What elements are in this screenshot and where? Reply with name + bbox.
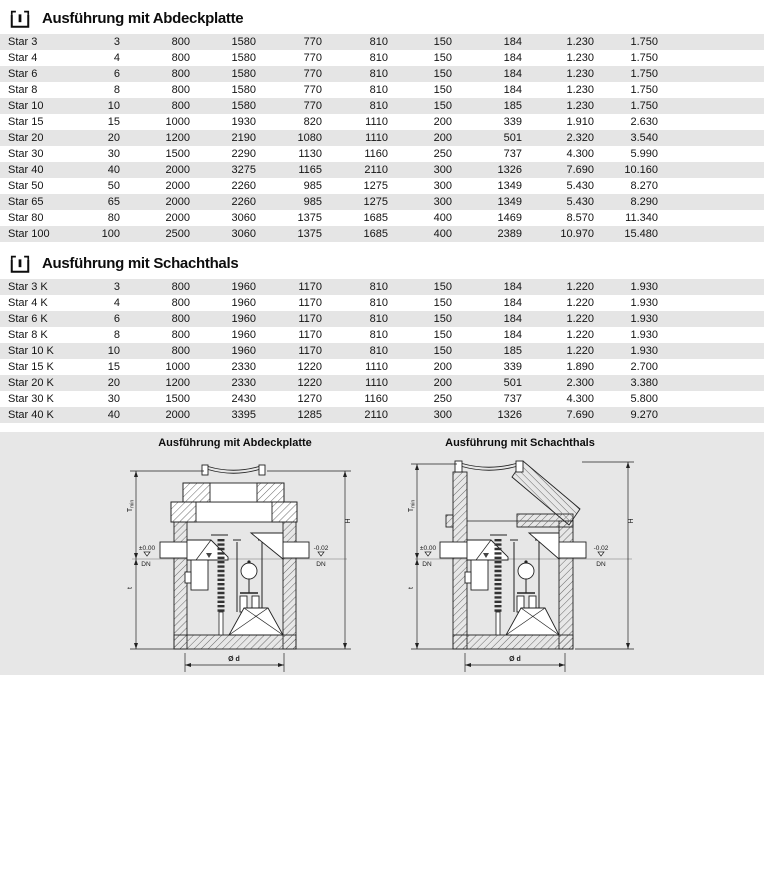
- value-cell: 1.220: [566, 329, 594, 341]
- value-cell: 810: [369, 52, 388, 64]
- value-cell: 810: [369, 313, 388, 325]
- model-name-cell: Star 8: [8, 84, 38, 96]
- value-cell: 30: [107, 393, 120, 405]
- filler-cell: [658, 130, 764, 146]
- value-cell: 150: [433, 345, 452, 357]
- value-cell: 1165: [298, 164, 322, 176]
- value-cell: 1200: [165, 377, 190, 389]
- value-cell: 810: [369, 345, 388, 357]
- section-title: Ausführung mit Schachthals: [42, 255, 239, 272]
- value-cell: 1080: [297, 132, 322, 144]
- value-cell: 1.220: [566, 313, 594, 325]
- value-cell: 200: [433, 361, 452, 373]
- table-row: [0, 391, 764, 407]
- value-cell: 184: [503, 84, 522, 96]
- model-name-cell: Star 6: [8, 68, 38, 80]
- value-cell: 10: [107, 100, 120, 112]
- value-cell: 810: [369, 36, 388, 48]
- value-cell: 1.220: [566, 297, 594, 309]
- t-dimension-label: t: [127, 587, 134, 589]
- value-cell: 250: [433, 393, 452, 405]
- value-cell: 339: [503, 361, 522, 373]
- inlet-dn-label: DN: [141, 561, 151, 568]
- value-cell: 2260: [231, 180, 256, 192]
- model-name-cell: Star 4 K: [8, 297, 48, 309]
- section-header-abdeckplatte: [9, 0, 764, 29]
- filler-cell: [658, 375, 764, 391]
- value-cell: 184: [503, 52, 522, 64]
- table-row: [0, 327, 764, 343]
- value-cell: 2190: [231, 132, 256, 144]
- value-cell: 810: [369, 100, 388, 112]
- value-cell: 810: [369, 281, 388, 293]
- value-cell: 8.270: [630, 180, 658, 192]
- value-cell: 2000: [165, 164, 190, 176]
- value-cell: 1500: [165, 393, 190, 405]
- value-cell: 1349: [497, 196, 522, 208]
- filler-cell: [658, 114, 764, 130]
- value-cell: 2000: [165, 180, 190, 192]
- tank-icon: [9, 253, 31, 274]
- model-name-cell: Star 40 K: [8, 409, 54, 421]
- value-cell: 1.930: [630, 281, 658, 293]
- value-cell: 1375: [297, 212, 322, 224]
- filler-cell: [658, 391, 764, 407]
- t-dimension-label: t: [408, 587, 415, 589]
- table-row: [0, 114, 764, 130]
- value-cell: 185: [503, 345, 522, 357]
- value-cell: 150: [433, 36, 452, 48]
- value-cell: 200: [433, 377, 452, 389]
- filler-cell: [658, 226, 764, 242]
- model-name-cell: Star 100: [8, 228, 50, 240]
- value-cell: 2.320: [566, 132, 594, 144]
- value-cell: 184: [503, 281, 522, 293]
- schachthals-table: [0, 279, 764, 423]
- inlet-level-label: ±0.00: [138, 545, 156, 552]
- value-cell: 1110: [365, 377, 388, 389]
- value-cell: 1960: [231, 281, 256, 293]
- model-name-cell: Star 30: [8, 148, 44, 160]
- filler-cell: [658, 194, 764, 210]
- model-name-cell: Star 50: [8, 180, 44, 192]
- value-cell: 1220: [297, 377, 322, 389]
- value-cell: 150: [433, 297, 452, 309]
- value-cell: 20: [107, 377, 120, 389]
- model-name-cell: Star 4: [8, 52, 38, 64]
- value-cell: 800: [171, 313, 190, 325]
- outlet-dn-label: DN: [596, 561, 606, 568]
- filler-cell: [658, 146, 764, 162]
- value-cell: 3395: [231, 409, 256, 421]
- value-cell: 770: [303, 36, 322, 48]
- value-cell: 10.970: [560, 228, 594, 240]
- value-cell: 1170: [298, 329, 322, 341]
- inlet-level-label: ±0.00: [419, 545, 437, 552]
- value-cell: 1.750: [630, 100, 658, 112]
- value-cell: 810: [369, 297, 388, 309]
- value-cell: 2500: [165, 228, 190, 240]
- filler-cell: [658, 343, 764, 359]
- value-cell: 1960: [231, 329, 256, 341]
- value-cell: 30: [107, 148, 120, 160]
- value-cell: 184: [503, 36, 522, 48]
- value-cell: 200: [433, 116, 452, 128]
- value-cell: 501: [503, 377, 522, 389]
- value-cell: 1.230: [566, 84, 594, 96]
- value-cell: 2.300: [566, 377, 594, 389]
- value-cell: 1.230: [566, 52, 594, 64]
- filler-cell: [658, 279, 764, 295]
- value-cell: 1.230: [566, 100, 594, 112]
- model-name-cell: Star 6 K: [8, 313, 48, 325]
- filler-cell: [658, 327, 764, 343]
- value-cell: 1.930: [630, 297, 658, 309]
- model-name-cell: Star 20: [8, 132, 44, 144]
- filler-cell: [658, 210, 764, 226]
- value-cell: 800: [171, 36, 190, 48]
- value-cell: 1275: [363, 196, 388, 208]
- value-cell: 800: [171, 52, 190, 64]
- value-cell: 184: [503, 297, 522, 309]
- value-cell: 8.570: [566, 212, 594, 224]
- value-cell: 1580: [231, 52, 256, 64]
- filler-cell: [658, 66, 764, 82]
- table-row: [0, 407, 764, 423]
- value-cell: 50: [107, 180, 120, 192]
- abdeckplatte-table: [0, 34, 764, 242]
- value-cell: 184: [503, 313, 522, 325]
- value-cell: 1110: [365, 132, 388, 144]
- value-cell: 737: [503, 148, 522, 160]
- model-name-cell: Star 65: [8, 196, 44, 208]
- filler-cell: [658, 407, 764, 423]
- value-cell: 1.930: [630, 313, 658, 325]
- value-cell: 200: [433, 132, 452, 144]
- filler-cell: [658, 82, 764, 98]
- value-cell: 3: [113, 36, 120, 48]
- filler-cell: [658, 34, 764, 50]
- value-cell: 150: [433, 100, 452, 112]
- value-cell: 8.290: [630, 196, 658, 208]
- model-name-cell: Star 30 K: [8, 393, 54, 405]
- value-cell: 1500: [165, 148, 190, 160]
- table-row: [0, 98, 764, 114]
- filler-cell: [658, 295, 764, 311]
- value-cell: 40: [107, 409, 120, 421]
- value-cell: 2330: [231, 361, 256, 373]
- tmin-dimension-label: $T_{min}$: [127, 499, 136, 513]
- model-name-cell: Star 8 K: [8, 329, 48, 341]
- table-row: [0, 82, 764, 98]
- value-cell: 770: [303, 84, 322, 96]
- value-cell: 1170: [298, 281, 322, 293]
- table-row: [0, 34, 764, 50]
- value-cell: 1.230: [566, 36, 594, 48]
- value-cell: 1200: [165, 132, 190, 144]
- value-cell: 1110: [365, 361, 388, 373]
- value-cell: 810: [369, 68, 388, 80]
- value-cell: 1110: [365, 116, 388, 128]
- value-cell: 7.690: [566, 409, 594, 421]
- value-cell: 1220: [297, 361, 322, 373]
- table-row: [0, 295, 764, 311]
- model-name-cell: Star 3 K: [8, 281, 48, 293]
- value-cell: 2000: [165, 212, 190, 224]
- value-cell: 40: [107, 164, 120, 176]
- value-cell: 5.800: [630, 393, 658, 405]
- model-name-cell: Star 80: [8, 212, 44, 224]
- table-row: [0, 343, 764, 359]
- value-cell: 1.890: [566, 361, 594, 373]
- value-cell: 1.930: [630, 329, 658, 341]
- value-cell: 1349: [497, 180, 522, 192]
- model-name-cell: Star 15: [8, 116, 44, 128]
- table-row: [0, 50, 764, 66]
- value-cell: 770: [303, 52, 322, 64]
- value-cell: 300: [433, 409, 452, 421]
- value-cell: 300: [433, 196, 452, 208]
- value-cell: 9.270: [630, 409, 658, 421]
- value-cell: 339: [503, 116, 522, 128]
- value-cell: 1326: [497, 409, 522, 421]
- value-cell: 1469: [497, 212, 522, 224]
- value-cell: 4.300: [566, 393, 594, 405]
- value-cell: 1170: [298, 297, 322, 309]
- value-cell: 1960: [231, 345, 256, 357]
- value-cell: 1580: [231, 36, 256, 48]
- value-cell: 1326: [497, 164, 522, 176]
- value-cell: 737: [503, 393, 522, 405]
- value-cell: 1.930: [630, 345, 658, 357]
- value-cell: 250: [433, 148, 452, 160]
- value-cell: 1.750: [630, 68, 658, 80]
- value-cell: 800: [171, 281, 190, 293]
- value-cell: 400: [433, 212, 452, 224]
- value-cell: 8: [113, 84, 120, 96]
- value-cell: 1.750: [630, 84, 658, 96]
- value-cell: 1960: [231, 313, 256, 325]
- value-cell: 1.230: [566, 68, 594, 80]
- value-cell: 15: [107, 116, 120, 128]
- value-cell: 501: [503, 132, 522, 144]
- value-cell: 150: [433, 281, 452, 293]
- value-cell: 1.750: [630, 36, 658, 48]
- value-cell: 1000: [165, 116, 190, 128]
- value-cell: 80: [107, 212, 120, 224]
- table-row: [0, 279, 764, 295]
- value-cell: 6: [113, 68, 120, 80]
- value-cell: 1170: [298, 345, 322, 357]
- value-cell: 65: [107, 196, 120, 208]
- abdeckplatte-section-drawing: [110, 449, 360, 674]
- table-row: [0, 162, 764, 178]
- value-cell: 300: [433, 164, 452, 176]
- value-cell: 150: [433, 84, 452, 96]
- model-name-cell: Star 15 K: [8, 361, 54, 373]
- model-name-cell: Star 20 K: [8, 377, 54, 389]
- value-cell: 7.690: [566, 164, 594, 176]
- value-cell: 1270: [297, 393, 322, 405]
- filler-cell: [658, 359, 764, 375]
- h-dimension-label: H: [628, 518, 635, 524]
- value-cell: 770: [303, 68, 322, 80]
- value-cell: 800: [171, 345, 190, 357]
- value-cell: 150: [433, 52, 452, 64]
- value-cell: 1580: [231, 84, 256, 96]
- section-header-schachthals: [9, 242, 764, 274]
- value-cell: 1.750: [630, 52, 658, 64]
- value-cell: 1275: [363, 180, 388, 192]
- table-row: [0, 194, 764, 210]
- value-cell: 4: [113, 52, 120, 64]
- value-cell: 1000: [165, 361, 190, 373]
- value-cell: 10: [107, 345, 120, 357]
- tank-icon: [9, 8, 31, 29]
- diameter-dimension-label: Ø d: [228, 656, 240, 663]
- value-cell: 1580: [231, 100, 256, 112]
- model-name-cell: Star 10 K: [8, 345, 54, 357]
- table-row: [0, 210, 764, 226]
- outlet-level-label: -0.02: [313, 545, 329, 552]
- value-cell: 1160: [364, 393, 388, 405]
- value-cell: 1285: [297, 409, 322, 421]
- value-cell: 2389: [497, 228, 522, 240]
- table-row: [0, 146, 764, 162]
- value-cell: 1930: [231, 116, 256, 128]
- section-title: Ausführung mit Abdeckplatte: [42, 10, 244, 27]
- value-cell: 800: [171, 68, 190, 80]
- value-cell: 800: [171, 100, 190, 112]
- value-cell: 185: [503, 100, 522, 112]
- value-cell: 3060: [231, 212, 256, 224]
- value-cell: 10.160: [624, 164, 658, 176]
- value-cell: 400: [433, 228, 452, 240]
- value-cell: 184: [503, 68, 522, 80]
- value-cell: 184: [503, 329, 522, 341]
- value-cell: 2330: [231, 377, 256, 389]
- diagram-title-schachthals: Ausführung mit Schachthals: [445, 437, 595, 449]
- table-row: [0, 66, 764, 82]
- value-cell: 800: [171, 84, 190, 96]
- value-cell: 2110: [364, 164, 388, 176]
- value-cell: 150: [433, 313, 452, 325]
- value-cell: 3.540: [630, 132, 658, 144]
- table-row: [0, 311, 764, 327]
- value-cell: 2.700: [630, 361, 658, 373]
- value-cell: 985: [303, 196, 322, 208]
- value-cell: 6: [113, 313, 120, 325]
- filler-cell: [658, 50, 764, 66]
- diagram-panel: [0, 432, 764, 675]
- value-cell: 1960: [231, 297, 256, 309]
- value-cell: 2260: [231, 196, 256, 208]
- value-cell: 770: [303, 100, 322, 112]
- value-cell: 2290: [231, 148, 256, 160]
- value-cell: 1130: [298, 148, 322, 160]
- filler-cell: [658, 98, 764, 114]
- value-cell: 1375: [297, 228, 322, 240]
- value-cell: 1685: [363, 212, 388, 224]
- filler-cell: [658, 311, 764, 327]
- model-name-cell: Star 3: [8, 36, 38, 48]
- value-cell: 8: [113, 329, 120, 341]
- value-cell: 150: [433, 68, 452, 80]
- diagram-title-abdeckplatte: Ausführung mit Abdeckplatte: [158, 437, 312, 449]
- value-cell: 2430: [231, 393, 256, 405]
- value-cell: 1160: [364, 148, 388, 160]
- filler-cell: [658, 178, 764, 194]
- value-cell: 985: [303, 180, 322, 192]
- table-row: [0, 226, 764, 242]
- table-row: [0, 375, 764, 391]
- value-cell: 3.380: [630, 377, 658, 389]
- value-cell: 11.340: [625, 212, 658, 224]
- value-cell: 3: [113, 281, 120, 293]
- value-cell: 1580: [231, 68, 256, 80]
- value-cell: 1685: [363, 228, 388, 240]
- table-row: [0, 359, 764, 375]
- value-cell: 800: [171, 329, 190, 341]
- value-cell: 3275: [231, 164, 256, 176]
- value-cell: 4: [113, 297, 120, 309]
- value-cell: 2000: [165, 409, 190, 421]
- value-cell: 5.990: [630, 148, 658, 160]
- schachthals-section-drawing: [395, 449, 645, 674]
- value-cell: 2.630: [630, 116, 658, 128]
- value-cell: 100: [101, 228, 120, 240]
- outlet-dn-label: DN: [316, 561, 326, 568]
- value-cell: 1170: [298, 313, 322, 325]
- value-cell: 20: [107, 132, 120, 144]
- inlet-dn-label: DN: [422, 561, 432, 568]
- model-name-cell: Star 10: [8, 100, 44, 112]
- value-cell: 5.430: [566, 180, 594, 192]
- value-cell: 800: [171, 297, 190, 309]
- value-cell: 1.910: [566, 116, 594, 128]
- value-cell: 150: [433, 329, 452, 341]
- value-cell: 1.220: [566, 281, 594, 293]
- table-row: [0, 178, 764, 194]
- outlet-level-label: -0.02: [593, 545, 609, 552]
- value-cell: 15.480: [624, 228, 658, 240]
- value-cell: 2110: [364, 409, 388, 421]
- value-cell: 1.220: [566, 345, 594, 357]
- value-cell: 4.300: [566, 148, 594, 160]
- value-cell: 15: [107, 361, 120, 373]
- table-row: [0, 130, 764, 146]
- value-cell: 820: [303, 116, 322, 128]
- value-cell: 2000: [165, 196, 190, 208]
- value-cell: 5.430: [566, 196, 594, 208]
- value-cell: 810: [369, 329, 388, 341]
- tmin-dimension-label: $T_{min}$: [408, 499, 417, 513]
- diameter-dimension-label: Ø d: [509, 656, 521, 663]
- value-cell: 810: [369, 84, 388, 96]
- value-cell: 3060: [231, 228, 256, 240]
- model-name-cell: Star 40: [8, 164, 44, 176]
- filler-cell: [658, 162, 764, 178]
- value-cell: 300: [433, 180, 452, 192]
- h-dimension-label: H: [345, 518, 352, 524]
